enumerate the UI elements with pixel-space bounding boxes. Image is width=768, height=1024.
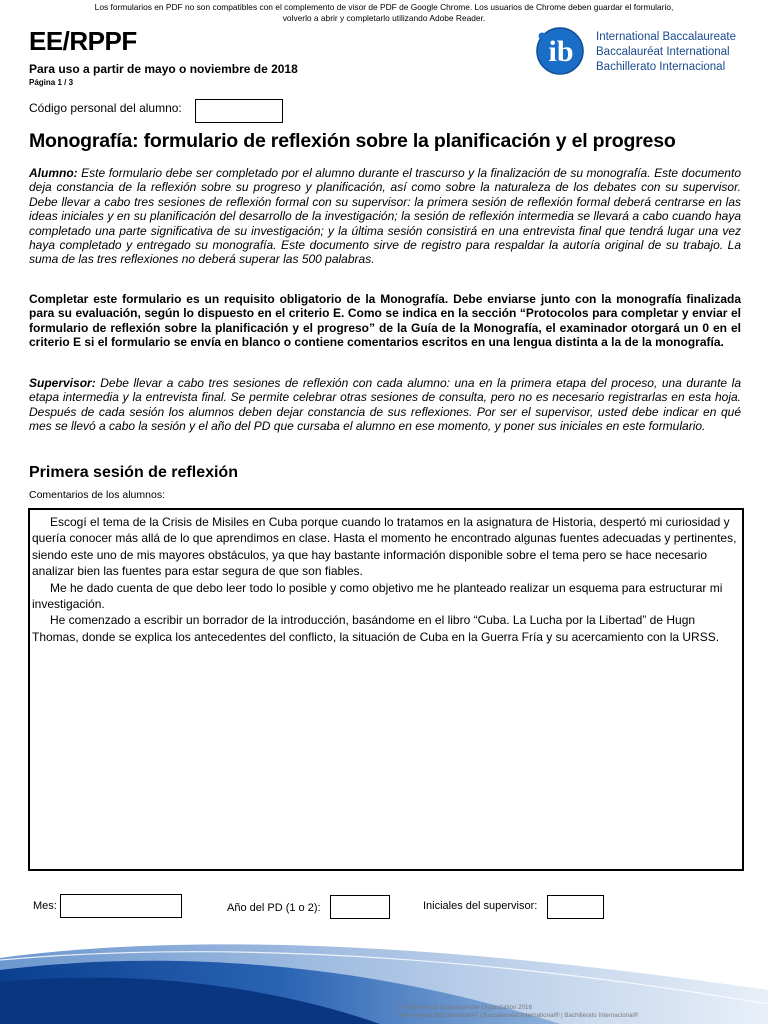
supervisor-initials-label: Iniciales del supervisor: bbox=[423, 900, 538, 912]
supervisor-initials-field[interactable] bbox=[547, 895, 604, 919]
logo-line1: International Baccalaureate bbox=[596, 31, 737, 43]
student-comments-label: Comentarios de los alumnos: bbox=[29, 489, 165, 501]
dp-year-label: Año del PD (1 o 2): bbox=[227, 902, 321, 914]
month-field[interactable] bbox=[60, 894, 182, 918]
logo-line3: Bachillerato Internacional bbox=[596, 61, 726, 73]
student-lead: Alumno: bbox=[29, 166, 78, 180]
browser-notice bbox=[0, 2, 768, 24]
student-comments-field[interactable] bbox=[28, 508, 744, 871]
brands-line: International Baccalaureate® | Baccalauréat International® | Bachillerato Internacional® bbox=[398, 1012, 639, 1019]
student-instructions bbox=[29, 166, 741, 267]
comment-paragraph-1: Escogí el tema de la Crisis de Misiles en Cuba porque cuando lo tratamos en la asignatura de Historia, despertó mi curiosidad y quería conocer más allá de lo que aprendimos en clase. Hasta el momento he encontrado algunas fuentes adecuadas y pertinentes, siendo este uno de mis mayores obstáculos, ya que hay bastante información disponible sobre el tema pero se hace necesario analizar bien las fuentes para estar segura de que son fiables. bbox=[32, 515, 737, 579]
browser-notice-line2: volverlo a abrir y completarlo utilizando Adobe Reader. bbox=[282, 13, 486, 23]
ib-logo-text bbox=[596, 30, 736, 75]
student-code-label: Código personal del alumno: bbox=[29, 101, 182, 115]
month-label: Mes: bbox=[33, 900, 57, 912]
supervisor-lead: Supervisor: bbox=[29, 376, 96, 390]
dp-year-field[interactable] bbox=[330, 895, 390, 919]
supervisor-instructions bbox=[29, 376, 741, 434]
form-title: Monografía: formulario de reflexión sobre la planificación y el progreso bbox=[29, 130, 676, 152]
footer-wave-graphic bbox=[0, 930, 768, 1024]
usage-note: Para uso a partir de mayo o noviembre de 2018 bbox=[29, 62, 298, 76]
comment-paragraph-2: Me he dado cuenta de que debo leer todo lo posible y como objetivo me he planteado realizar un esquema para estructurar mi investigación. bbox=[32, 580, 723, 612]
mandatory-notice: Completar este formulario es un requisito obligatorio de la Monografía. Debe enviarse junto con la monografía finalizada para su evaluación, según lo dispuesto en el criterio E. Como se indica en la sección “Protocolos para completar y enviar el formulario de reflexión sobre la planificación y el progreso” de la Guía de la Monografía, el examinador otorgará un 0 en el criterio E si el formulario se envía en blanco o contiene comentarios escritos en una lengua distinta a la de la monografía. bbox=[29, 292, 741, 350]
student-code-field[interactable] bbox=[195, 99, 283, 123]
copyright-line: © International Baccalaureate Organization 2016 bbox=[398, 1004, 532, 1011]
form-code: EE/RPPF bbox=[29, 26, 137, 56]
supervisor-instructions-text: Debe llevar a cabo tres sesiones de reflexión con cada alumno: una en la primera etapa del proceso, una durante la etapa intermedia y la entrevista final. Se permite celebrar otras sesiones de consulta, pero no es necesario registrarlas en esta hoja. Después de cada sesión los alumnos deben dejar constancia de sus reflexiones. Por ser el supervisor, usted debe indicar en qué mes se llevó a cabo la sesión y el año del PD que cursaba el alumno en ese momento, y poner sus iniciales en este formulario. bbox=[29, 376, 741, 434]
comment-paragraph-3: He comenzado a escribir un borrador de la introducción, basándome en el libro “Cuba. La Lucha por la Libertad” de Hugn Thomas, donde se explica los antecedentes del conflicto, la situación de Cuba en la Guerra Fría y su acercamiento con la URSS. bbox=[32, 613, 720, 644]
browser-notice-line1: Los formularios en PDF no son compatibles con el complemento de visor de PDF de Google Chrome. Los usuarios de Chrome deben guardar el formulario, bbox=[94, 2, 674, 12]
first-session-title: Primera sesión de reflexión bbox=[29, 464, 238, 481]
ib-logo-icon bbox=[530, 27, 588, 75]
ib-logo-mark: ib bbox=[548, 35, 574, 68]
page-number: Página 1 / 3 bbox=[29, 78, 74, 87]
ib-logo bbox=[530, 27, 750, 75]
logo-line2: Baccalauréat International bbox=[596, 46, 730, 58]
footer-copyright bbox=[398, 1004, 638, 1020]
student-instructions-text: Este formulario debe ser completado por el alumno durante el trascurso y la finalización de su monografía. Este documento deja constancia de la reflexión sobre su progreso y planificación, así como sobre la naturaleza de los debates con su supervisor. Debe llevar a cabo tres sesiones de reflexión formal con su supervisor: la primera sesión de reflexión formal deberá centrarse en las ideas iniciales y en su planificación del desarrollo de la investigación; la sesión de reflexión intermedia se llevará a cabo cuando haya completado una parte significativa de su investigación; y la última sesión consistirá en una entrevista final que tendrá lugar una vez haya completado y entregado su monografía. Este documento sirve de registro para respaldar la autoría original de su trabajo. La suma de las tres reflexiones no deberá superar las 500 palabras. bbox=[29, 166, 741, 267]
